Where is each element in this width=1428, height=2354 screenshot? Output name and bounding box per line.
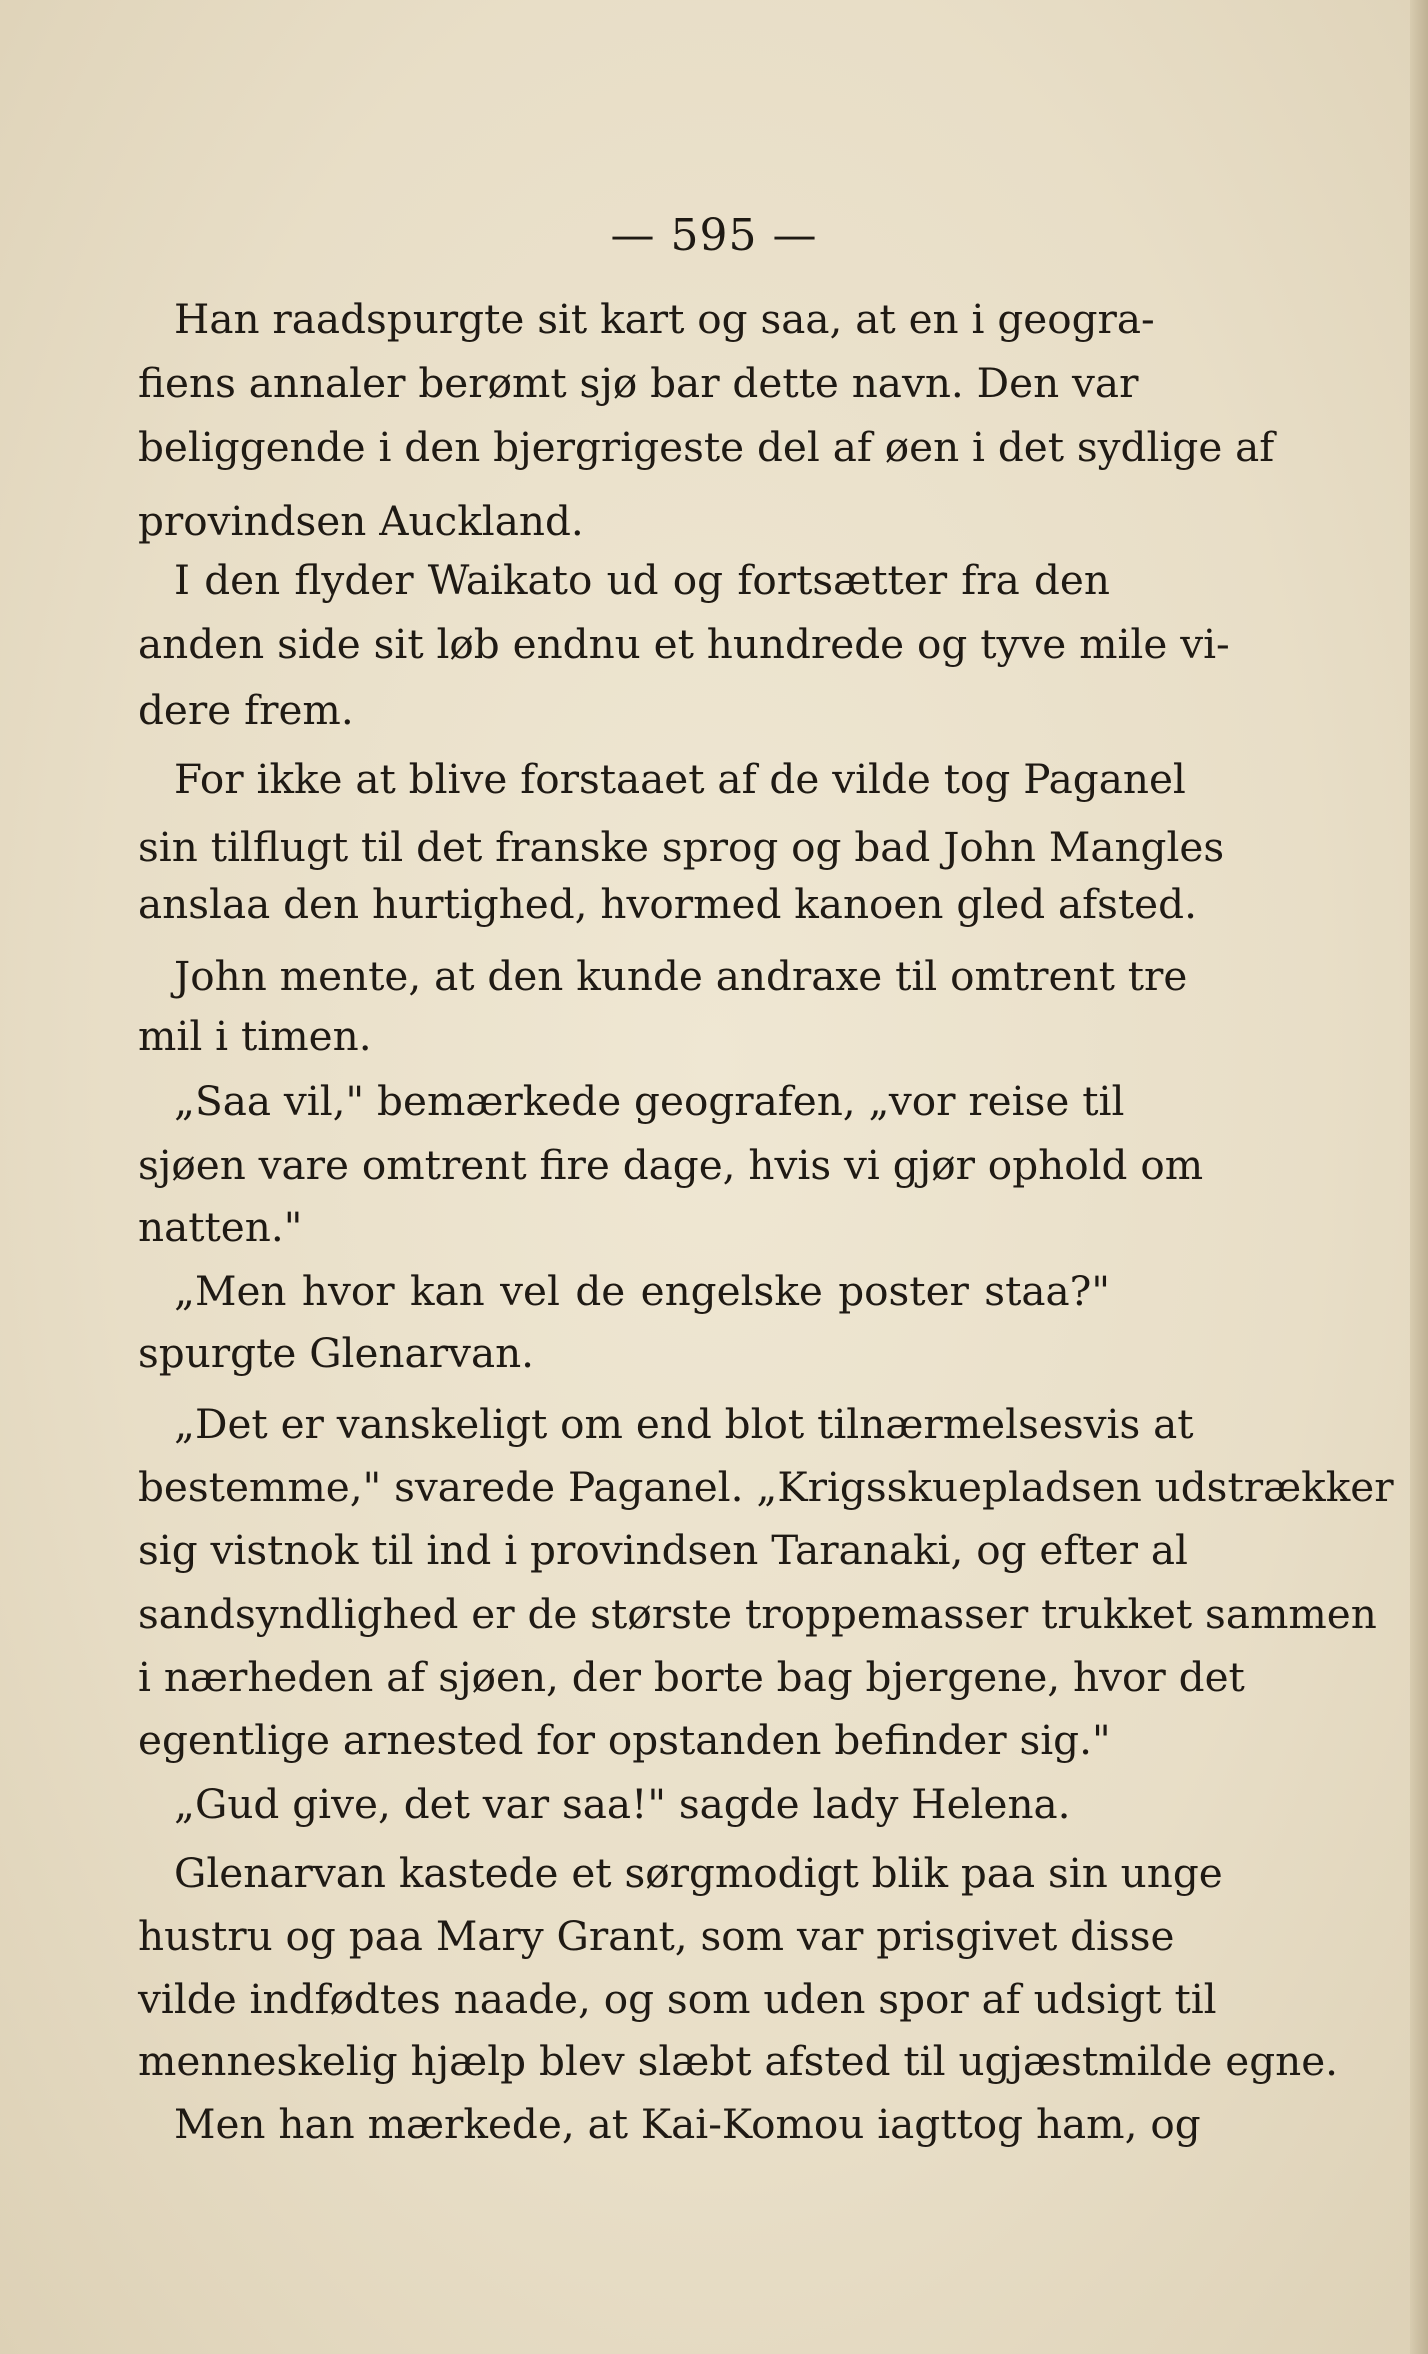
text-line: I den flyder Waikato ud og fortsætter fra den: [174, 556, 1110, 604]
text-line: provindsen Auckland.: [138, 497, 584, 545]
text-line: hustru og paa Mary Grant, som var prisgivet disse: [138, 1912, 1175, 1960]
text-line: dere frem.: [138, 686, 354, 734]
text-line: mil i timen.: [138, 1012, 372, 1060]
text-line: sjøen vare omtrent fire dage, hvis vi gjør ophold om: [138, 1141, 1204, 1189]
text-line: For ikke at blive forstaaet af de vilde tog Paganel: [174, 755, 1186, 803]
text-line: bestemme," svarede Paganel. „Krigsskuepladsen udstrækker: [138, 1463, 1394, 1511]
text-line: fiens annaler berømt sjø bar dette navn. Den var: [138, 359, 1139, 407]
text-line: sandsyndlighed er de største troppemasser trukket sammen: [138, 1590, 1377, 1638]
text-line: „Men hvor kan vel de engelske poster staa?": [174, 1267, 1110, 1315]
text-line: sig vistnok til ind i provindsen Taranaki, og efter al: [138, 1526, 1188, 1574]
page-number: — 595 —: [610, 210, 818, 261]
text-line: beliggende i den bjergrigeste del af øen i det sydlige af: [138, 423, 1275, 471]
text-line: egentlige arnested for opstanden befinder sig.": [138, 1716, 1111, 1764]
text-line: vilde indfødtes naade, og som uden spor af udsigt til: [138, 1975, 1217, 2023]
page-edge: [1410, 0, 1428, 2354]
text-line: „Gud give, det var saa!" sagde lady Helena.: [174, 1780, 1071, 1828]
text-line: anden side sit løb endnu et hundrede og tyve mile vi-: [138, 620, 1230, 668]
text-line: natten.": [138, 1203, 303, 1251]
text-line: i nærheden af sjøen, der borte bag bjergene, hvor det: [138, 1653, 1245, 1701]
text-line: sin tilflugt til det franske sprog og bad John Mangles: [138, 823, 1225, 871]
text-line: menneskelig hjælp blev slæbt afsted til ugjæstmilde egne.: [138, 2037, 1339, 2085]
text-line: Men han mærkede, at Kai-Komou iagttog ham, og: [174, 2100, 1201, 2148]
text-line: „Det er vanskeligt om end blot tilnærmelsesvis at: [174, 1400, 1194, 1448]
text-line: spurgte Glenarvan.: [138, 1329, 535, 1377]
text-line: anslaa den hurtighed, hvormed kanoen gled afsted.: [138, 880, 1197, 928]
text-line: Han raadspurgte sit kart og saa, at en i geogra-: [174, 295, 1155, 343]
text-line: John mente, at den kunde andraxe til omtrent tre: [174, 952, 1188, 1000]
text-line: „Saa vil," bemærkede geografen, „vor reise til: [174, 1077, 1125, 1125]
text-line: Glenarvan kastede et sørgmodigt blik paa sin unge: [174, 1849, 1223, 1897]
